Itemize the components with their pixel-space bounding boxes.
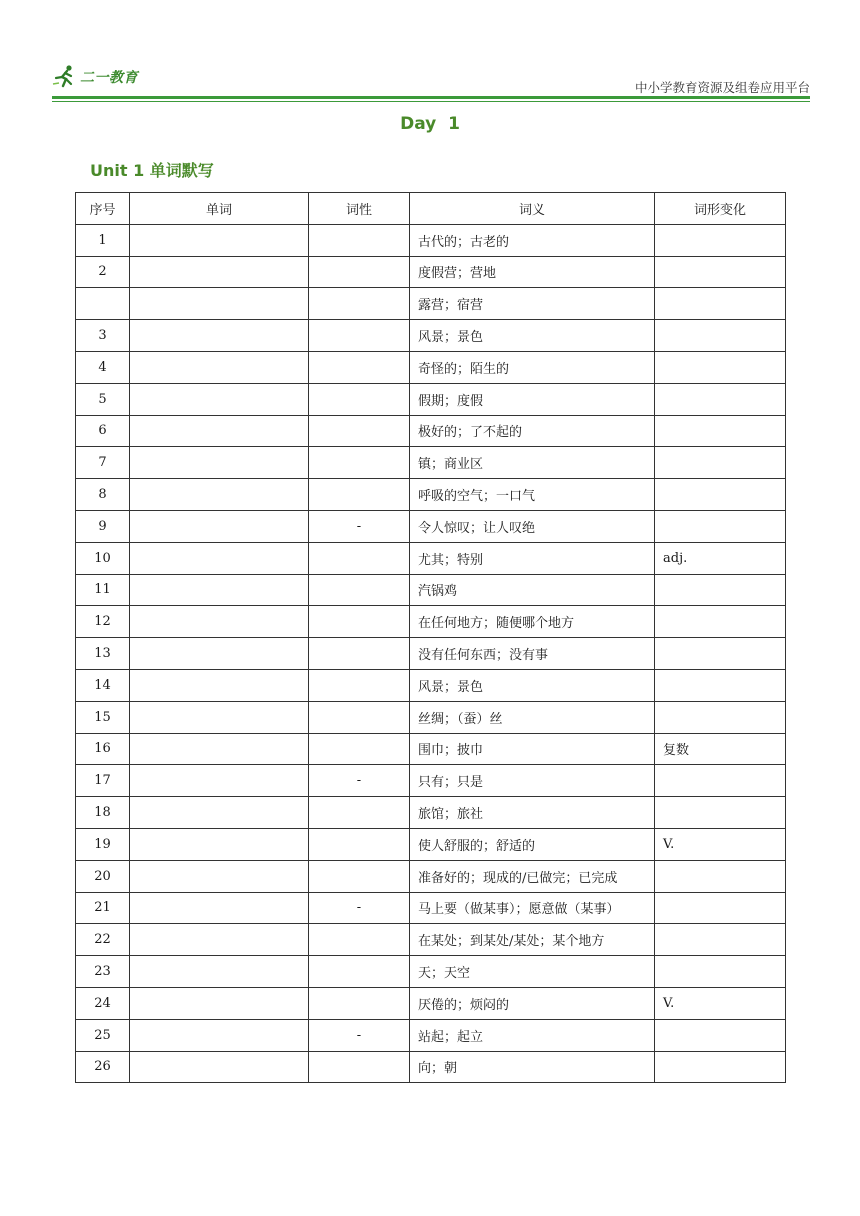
word-cell[interactable] xyxy=(130,797,309,829)
row-number: 6 xyxy=(76,415,130,447)
word-cell[interactable] xyxy=(130,701,309,733)
word-form-cell: V. xyxy=(655,987,786,1019)
meaning-cell: 厌倦的；烦闷的 xyxy=(410,987,655,1019)
meaning-cell: 度假营；营地 xyxy=(410,256,655,288)
table-row xyxy=(76,669,786,701)
word-form-cell xyxy=(655,606,786,638)
meaning-cell: 天；天空 xyxy=(410,956,655,988)
site-logo xyxy=(52,64,138,90)
word-form-cell xyxy=(655,892,786,924)
header-slogan: 中小学教育资源及组卷应用平台 xyxy=(634,80,810,95)
word-cell[interactable] xyxy=(130,479,309,511)
part-of-speech-cell xyxy=(309,956,410,988)
word-form-cell xyxy=(655,224,786,256)
part-of-speech-cell xyxy=(309,860,410,892)
word-cell[interactable] xyxy=(130,224,309,256)
row-number: 2 xyxy=(76,256,130,288)
meaning-cell: 在任何地方；随便哪个地方 xyxy=(410,606,655,638)
row-number: 25 xyxy=(76,1019,130,1051)
word-cell[interactable] xyxy=(130,956,309,988)
row-number xyxy=(76,288,130,320)
word-form-cell xyxy=(655,1019,786,1051)
part-of-speech-cell: - xyxy=(309,1019,410,1051)
word-form-cell xyxy=(655,383,786,415)
part-of-speech-cell: - xyxy=(309,765,410,797)
word-form-cell xyxy=(655,351,786,383)
word-form-cell xyxy=(655,765,786,797)
word-cell[interactable] xyxy=(130,351,309,383)
table-row xyxy=(76,1019,786,1051)
table-row xyxy=(76,574,786,606)
row-number: 15 xyxy=(76,701,130,733)
meaning-cell: 镇；商业区 xyxy=(410,447,655,479)
page-header xyxy=(52,60,810,100)
table-row xyxy=(76,224,786,256)
word-cell[interactable] xyxy=(130,1051,309,1083)
unit-title: Unit 1 单词默写 xyxy=(90,161,214,180)
table-row xyxy=(76,415,786,447)
meaning-cell: 使人舒服的；舒适的 xyxy=(410,828,655,860)
table-row xyxy=(76,256,786,288)
word-cell[interactable] xyxy=(130,288,309,320)
table-row xyxy=(76,924,786,956)
meaning-cell: 露营；宿营 xyxy=(410,288,655,320)
table-row xyxy=(76,320,786,352)
part-of-speech-cell xyxy=(309,415,410,447)
row-number: 5 xyxy=(76,383,130,415)
word-form-cell xyxy=(655,574,786,606)
table-row xyxy=(76,956,786,988)
meaning-cell: 极好的；了不起的 xyxy=(410,415,655,447)
table-row xyxy=(76,987,786,1019)
part-of-speech-cell xyxy=(309,224,410,256)
part-of-speech-cell xyxy=(309,320,410,352)
meaning-cell: 准备好的；现成的/已做完；已完成 xyxy=(410,860,655,892)
word-form-cell xyxy=(655,638,786,670)
row-number: 14 xyxy=(76,669,130,701)
table-row xyxy=(76,733,786,765)
meaning-cell: 令人惊叹；让人叹绝 xyxy=(410,510,655,542)
table-row xyxy=(76,542,786,574)
part-of-speech-cell xyxy=(309,701,410,733)
table-row xyxy=(76,860,786,892)
word-cell[interactable] xyxy=(130,447,309,479)
word-cell[interactable] xyxy=(130,383,309,415)
word-cell[interactable] xyxy=(130,542,309,574)
word-form-cell xyxy=(655,924,786,956)
row-number: 17 xyxy=(76,765,130,797)
part-of-speech-cell xyxy=(309,383,410,415)
meaning-cell: 丝绸；（蚕）丝 xyxy=(410,701,655,733)
part-of-speech-cell xyxy=(309,638,410,670)
row-number: 4 xyxy=(76,351,130,383)
word-cell[interactable] xyxy=(130,924,309,956)
part-of-speech-cell xyxy=(309,797,410,829)
row-number: 21 xyxy=(76,892,130,924)
header-number: 序号 xyxy=(76,193,130,225)
part-of-speech-cell xyxy=(309,669,410,701)
word-form-cell xyxy=(655,415,786,447)
header-part-of-speech: 词性 xyxy=(309,193,410,225)
word-cell[interactable] xyxy=(130,638,309,670)
word-form-cell xyxy=(655,701,786,733)
word-form-cell: adj. xyxy=(655,542,786,574)
meaning-cell: 古代的；古老的 xyxy=(410,224,655,256)
meaning-cell: 奇怪的；陌生的 xyxy=(410,351,655,383)
logo-text: 二一教育 xyxy=(80,70,138,86)
word-cell[interactable] xyxy=(130,256,309,288)
table-header-row xyxy=(76,193,786,225)
table-row xyxy=(76,351,786,383)
row-number: 18 xyxy=(76,797,130,829)
word-cell[interactable] xyxy=(130,733,309,765)
part-of-speech-cell: - xyxy=(309,892,410,924)
word-form-cell xyxy=(655,320,786,352)
meaning-cell: 尤其；特别 xyxy=(410,542,655,574)
header-word: 单词 xyxy=(130,193,309,225)
table-row xyxy=(76,479,786,511)
table-row xyxy=(76,797,786,829)
row-number: 8 xyxy=(76,479,130,511)
table-row xyxy=(76,765,786,797)
row-number: 23 xyxy=(76,956,130,988)
part-of-speech-cell xyxy=(309,288,410,320)
word-form-cell xyxy=(655,669,786,701)
part-of-speech-cell xyxy=(309,733,410,765)
word-cell[interactable] xyxy=(130,860,309,892)
word-cell[interactable] xyxy=(130,606,309,638)
meaning-cell: 站起；起立 xyxy=(410,1019,655,1051)
meaning-cell: 假期；度假 xyxy=(410,383,655,415)
part-of-speech-cell: - xyxy=(309,510,410,542)
part-of-speech-cell xyxy=(309,256,410,288)
word-form-cell: V. xyxy=(655,828,786,860)
meaning-cell: 风景；景色 xyxy=(410,669,655,701)
meaning-cell: 呼吸的空气；一口气 xyxy=(410,479,655,511)
word-form-cell xyxy=(655,797,786,829)
word-form-cell: 复数 xyxy=(655,733,786,765)
word-form-cell xyxy=(655,860,786,892)
meaning-cell: 只有；只是 xyxy=(410,765,655,797)
word-cell[interactable] xyxy=(130,574,309,606)
day-title: Day 1 xyxy=(400,114,460,134)
meaning-cell: 向；朝 xyxy=(410,1051,655,1083)
row-number: 11 xyxy=(76,574,130,606)
table-row xyxy=(76,701,786,733)
row-number: 10 xyxy=(76,542,130,574)
part-of-speech-cell xyxy=(309,606,410,638)
meaning-cell: 风景；景色 xyxy=(410,320,655,352)
row-number: 12 xyxy=(76,606,130,638)
row-number: 24 xyxy=(76,987,130,1019)
word-form-cell xyxy=(655,479,786,511)
row-number: 9 xyxy=(76,510,130,542)
word-form-cell xyxy=(655,447,786,479)
part-of-speech-cell xyxy=(309,987,410,1019)
part-of-speech-cell xyxy=(309,828,410,860)
word-form-cell xyxy=(655,956,786,988)
word-form-cell xyxy=(655,510,786,542)
header-rule-thick xyxy=(52,96,810,99)
table-row xyxy=(76,510,786,542)
part-of-speech-cell xyxy=(309,542,410,574)
meaning-cell: 马上要（做某事）；愿意做（某事） xyxy=(410,892,655,924)
runner-logo-icon xyxy=(52,64,78,90)
part-of-speech-cell xyxy=(309,351,410,383)
word-cell[interactable] xyxy=(130,987,309,1019)
header-word-forms: 词形变化 xyxy=(655,193,786,225)
row-number: 7 xyxy=(76,447,130,479)
part-of-speech-cell xyxy=(309,924,410,956)
meaning-cell: 没有任何东西；没有事 xyxy=(410,638,655,670)
meaning-cell: 在某处；到某处/某处；某个地方 xyxy=(410,924,655,956)
header-rule-thin xyxy=(52,101,810,102)
word-cell[interactable] xyxy=(130,320,309,352)
word-form-cell xyxy=(655,288,786,320)
meaning-cell: 旅馆；旅社 xyxy=(410,797,655,829)
word-cell[interactable] xyxy=(130,415,309,447)
header-meaning: 词义 xyxy=(410,193,655,225)
row-number: 19 xyxy=(76,828,130,860)
row-number: 1 xyxy=(76,224,130,256)
table-row xyxy=(76,828,786,860)
table-row xyxy=(76,447,786,479)
meaning-cell: 汽锅鸡 xyxy=(410,574,655,606)
word-cell[interactable] xyxy=(130,669,309,701)
part-of-speech-cell xyxy=(309,1051,410,1083)
table-row xyxy=(76,1051,786,1083)
row-number: 26 xyxy=(76,1051,130,1083)
row-number: 16 xyxy=(76,733,130,765)
part-of-speech-cell xyxy=(309,574,410,606)
word-form-cell xyxy=(655,256,786,288)
word-cell[interactable] xyxy=(130,1019,309,1051)
table-row xyxy=(76,288,786,320)
vocabulary-table xyxy=(75,192,786,1083)
row-number: 20 xyxy=(76,860,130,892)
row-number: 3 xyxy=(76,320,130,352)
part-of-speech-cell xyxy=(309,479,410,511)
table-row xyxy=(76,892,786,924)
table-row xyxy=(76,638,786,670)
part-of-speech-cell xyxy=(309,447,410,479)
row-number: 13 xyxy=(76,638,130,670)
meaning-cell: 围巾；披巾 xyxy=(410,733,655,765)
row-number: 22 xyxy=(76,924,130,956)
table-row xyxy=(76,606,786,638)
word-form-cell xyxy=(655,1051,786,1083)
word-cell[interactable] xyxy=(130,510,309,542)
word-cell[interactable] xyxy=(130,765,309,797)
table-row xyxy=(76,383,786,415)
word-cell[interactable] xyxy=(130,828,309,860)
word-cell[interactable] xyxy=(130,892,309,924)
